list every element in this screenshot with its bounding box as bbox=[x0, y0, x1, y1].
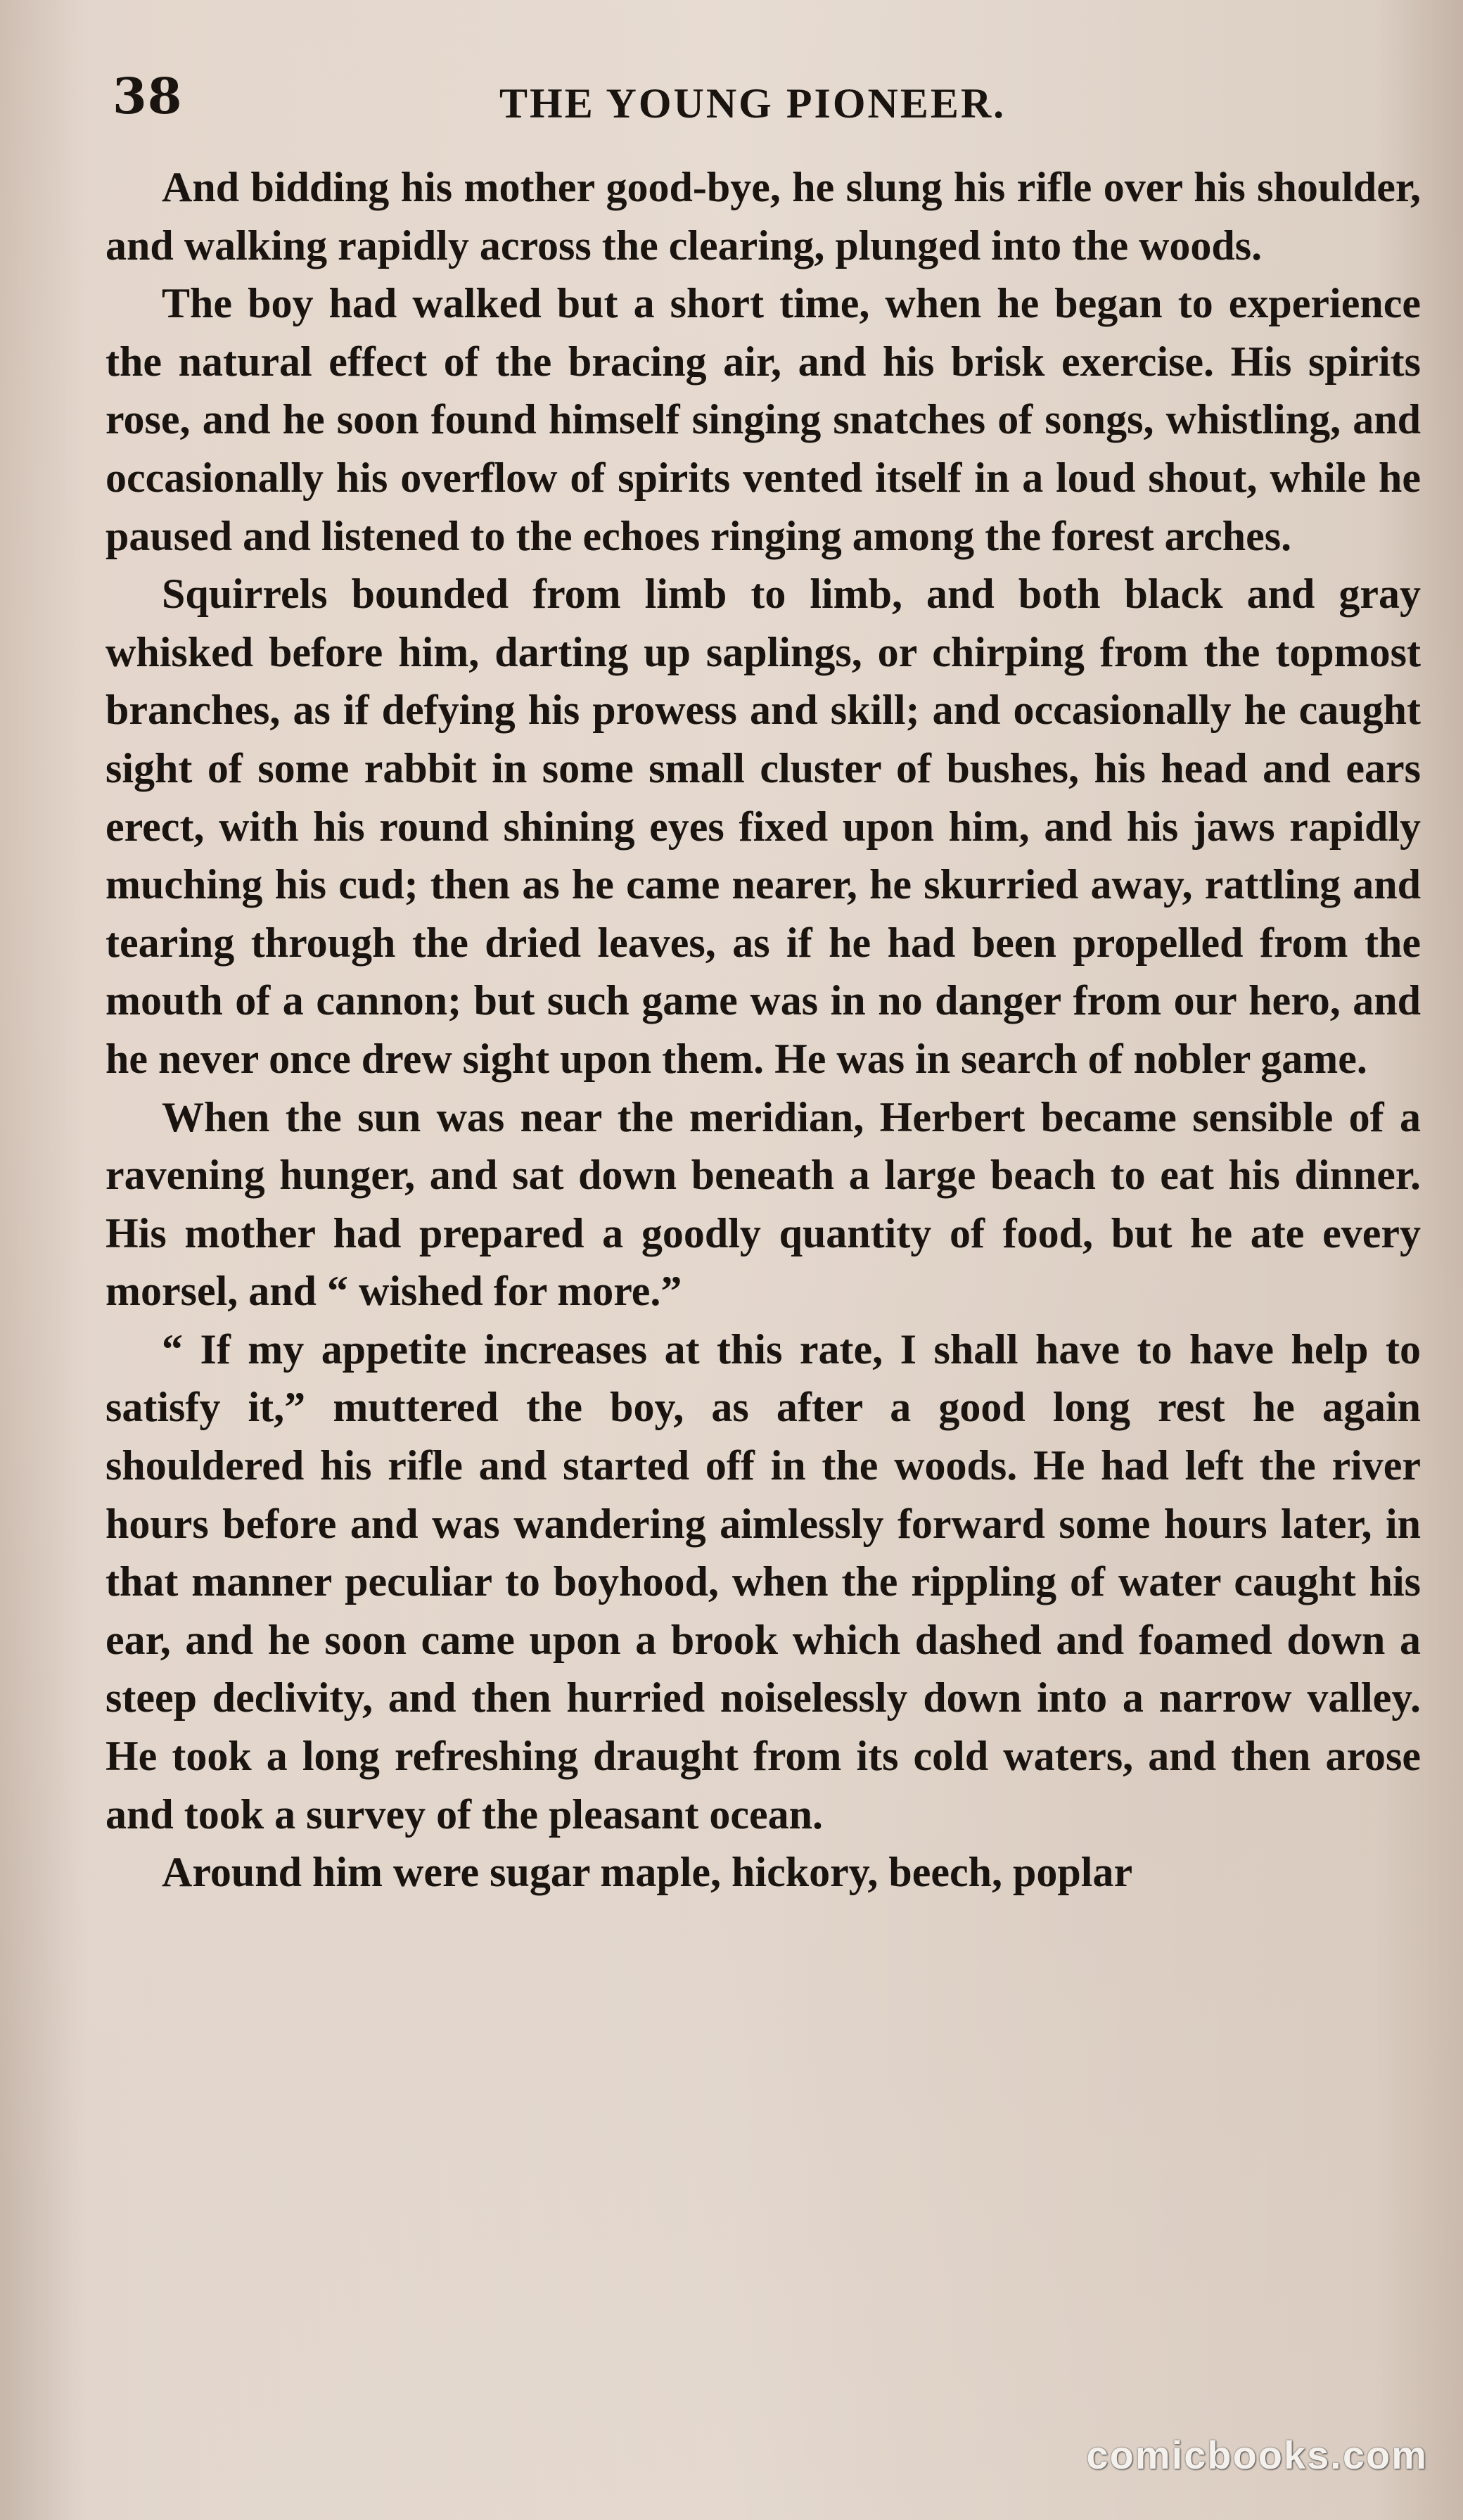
body-text bbox=[106, 158, 1421, 1902]
page-number: 38 bbox=[113, 67, 183, 125]
watermark: comicbooks.com bbox=[1086, 2433, 1428, 2477]
paragraph: When the sun was near the meridian, Herbert became sensible of a ravening hunger, and sat down beneath a large beach to eat his dinner. His mother had prepared a goodly quantity of food, but he ate every morsel, and “ wished for more.” bbox=[106, 1093, 1421, 1315]
page-header bbox=[106, 67, 1428, 144]
paragraph: Around him were sugar maple, hickory, beech, poplar bbox=[162, 1849, 1133, 1896]
paragraph: The boy had walked but a short time, when he began to experience the natural effect of the bracing air, and his brisk exercise. His spirits rose, and he soon found himself singing snatches of songs, whistling, and occasionally his overflow of spirits vented itself in a loud shout, while he paused and listened to the echoes ringing among the forest arches. bbox=[106, 280, 1421, 559]
paragraph: Squirrels bounded from limb to limb, and both black and gray whisked before him, darting up saplings, or chirping from the topmost branches, as if defying his prowess and skill; and occasionally he caught sight of some rabbit in some small cluster of bushes, his head and ears erect, with his round shining eyes fixed upon him, and his jaws rapidly muching his cud; then as he came nearer, he skurried away, rattling and tearing through the dried leaves, as if he had been propelled from the mouth of a cannon; but such game was in no danger from our hero, and he never once drew sight upon them. He was in search of nobler game. bbox=[106, 571, 1421, 1082]
paragraph: “ If my appetite increases at this rate, I shall have to have help to satisfy it,” muttered the boy, as after a good long rest he again shouldered his rifle and started off in the woods. He had left the river hours before and was wandering aimlessly forward some hours later, in that manner peculiar to boyhood, when the rippling of water caught his ear, and he soon came upon a brook which dashed and foamed down a steep declivity, and then hurried noiselessly down into a narrow valley. He took a long refreshing draught from its cold waters, and then arose and took a survey of the pleasant ocean. bbox=[106, 1325, 1421, 1838]
paragraph: And bidding his mother good-bye, he slung his rifle over his shoulder, and walking rapidly across the clearing, plunged into the woods. bbox=[106, 164, 1421, 269]
running-head: THE YOUNG PIONEER. bbox=[499, 80, 1007, 127]
